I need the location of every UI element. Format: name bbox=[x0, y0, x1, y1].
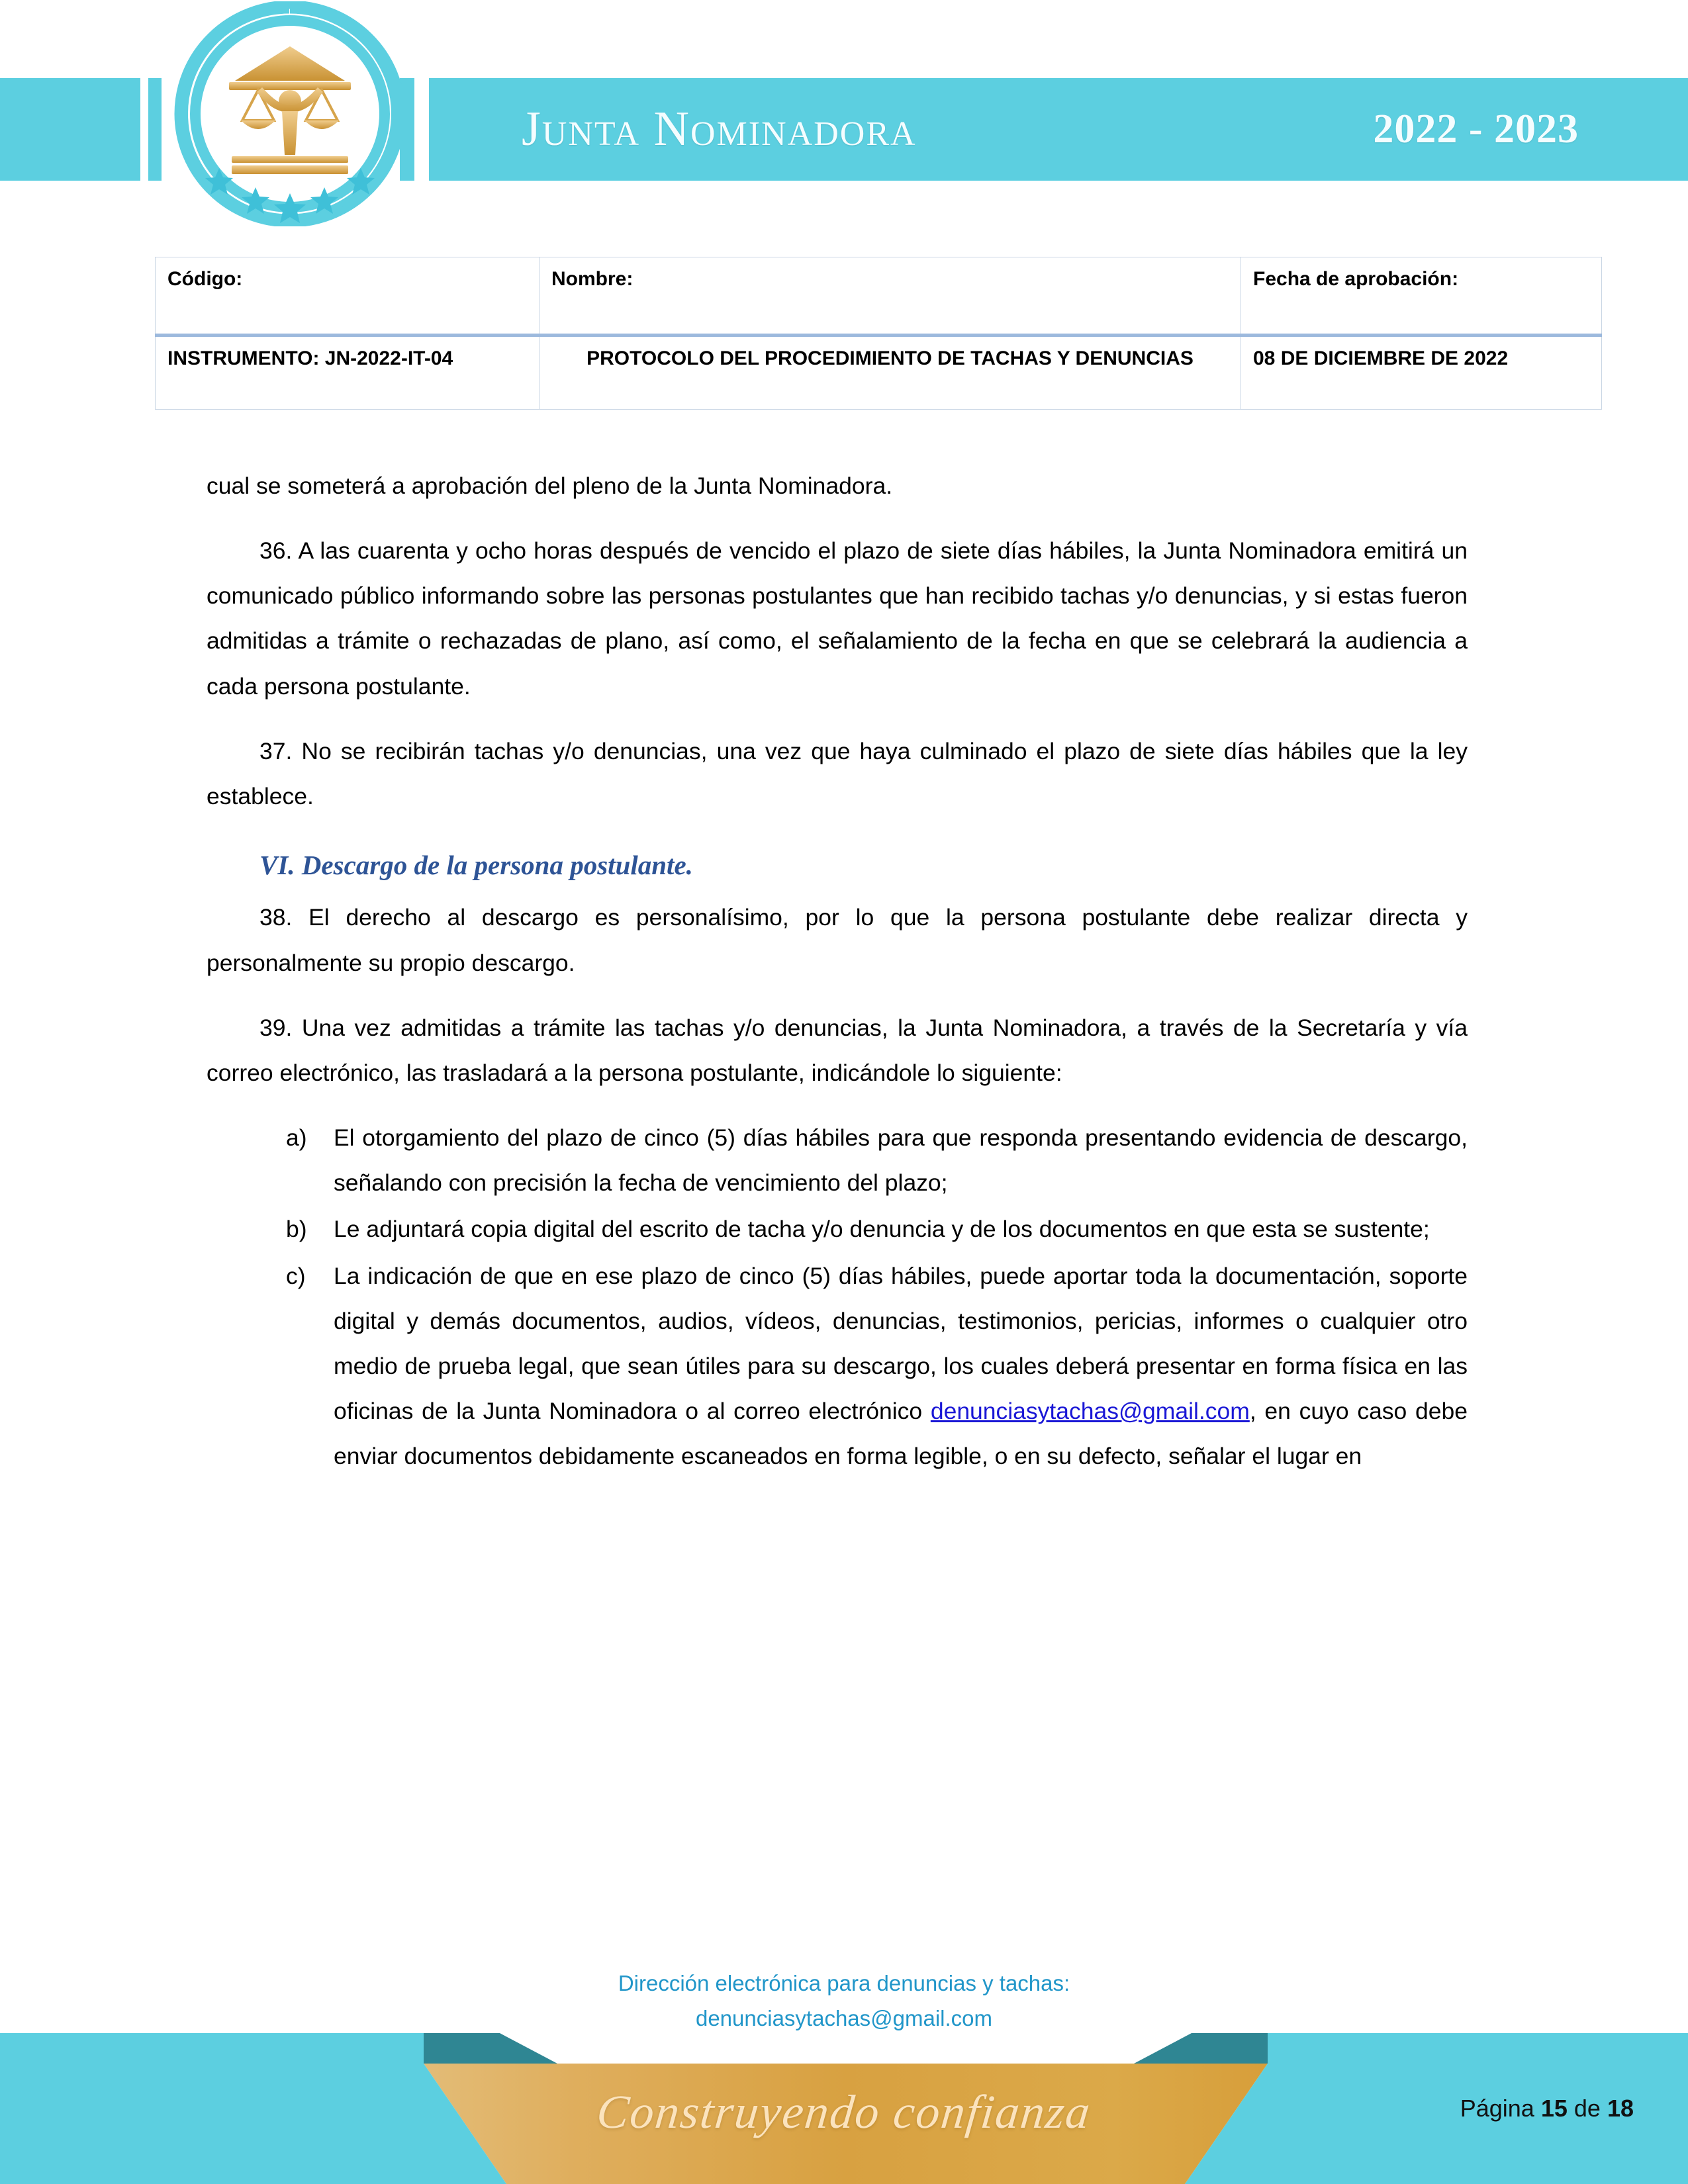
page-number bbox=[1460, 2095, 1634, 2122]
list-item-text: El otorgamiento del plazo de cinco (5) días hábiles para que responda presentando evidencia de descargo, señalando con precisión la fecha de vencimiento del plazo; bbox=[334, 1124, 1468, 1197]
email-link-denunciasytachas[interactable]: denunciasytachas@gmail.com bbox=[930, 1398, 1250, 1425]
footer-contact-email: denunciasytachas@gmail.com bbox=[695, 2006, 993, 2031]
list-item-text-after: , en cuyo caso debe enviar documentos debidamente escaneados en forma legible, o en su defecto, señalar el lugar en bbox=[334, 1398, 1468, 1470]
paragraph-carryover: cual se someterá a aprobación del pleno de la Junta Nominadora. bbox=[207, 473, 893, 499]
paragraph-38: 38. El derecho al descargo es personalísimo, por lo que la persona postulante debe realizar directa y personalmente su propio descargo. bbox=[207, 904, 1468, 976]
page-header bbox=[0, 0, 1688, 228]
section-heading-vi: VI. Descargo de la persona postulante. bbox=[259, 850, 693, 881]
banner-left-block bbox=[0, 78, 140, 181]
footer-contact-label: Dirección electrónica para denuncias y tachas: bbox=[618, 1971, 1070, 1995]
paragraph-36: 36. A las cuarenta y ocho horas después de vencido el plazo de siete días hábiles, la Junta Nominadora emitirá un comunicado público informando sobre las personas postulantes que han recibido tachas y/o denuncias, y si estas fueron admitidas a trámite o rechazadas de plano, así como, el señalamiento de la fecha en que se celebrará la audiencia a cada persona postulante. bbox=[207, 537, 1468, 700]
page-number-middle: de bbox=[1573, 2095, 1601, 2122]
list-item bbox=[286, 1115, 1468, 1205]
paragraph-37: 37. No se recibirán tachas y/o denuncias, una vez que haya culminado el plazo de siete días hábiles que la ley establece. bbox=[207, 737, 1468, 809]
page-footer bbox=[0, 1959, 1688, 2184]
table-row-values bbox=[156, 336, 1602, 410]
page-number-current: 15 bbox=[1540, 2095, 1568, 2122]
list-item-text-before: La indicación de que en ese plazo de cinco (5) días hábiles, puede aportar toda la documentación, soporte digital y demás documentos, audios, vídeos, denuncias, testimonios, pericias, informes o cualquier otro medio de prueba legal, que sean útiles para su descargo, los cuales deberá presentar en forma física en las oficinas de la Junta Nominadora o al correo electrónico bbox=[334, 1262, 1468, 1425]
list-item bbox=[286, 1253, 1468, 1479]
value-cell-codigo: INSTRUMENTO: JN-2022-IT-04 bbox=[156, 336, 539, 410]
banner-main bbox=[429, 78, 1688, 181]
paragraph-39: 39. Una vez admitidas a trámite las tachas y/o denuncias, la Junta Nominadora, a través de la Secretaría y vía correo electrónico, las trasladará a la persona postulante, indicándole lo siguiente: bbox=[207, 1014, 1468, 1086]
lettered-list bbox=[286, 1115, 1468, 1479]
document-info-table bbox=[155, 257, 1602, 410]
page-number-total: 18 bbox=[1607, 2095, 1634, 2122]
footer-slogan: Construyendo confianza bbox=[594, 2085, 1094, 2138]
period-years: 2022 - 2023 bbox=[1373, 107, 1579, 152]
list-marker: c) bbox=[286, 1262, 306, 1289]
page-number-prefix: Página bbox=[1460, 2095, 1534, 2122]
list-item-text: Le adjuntará copia digital del escrito de tacha y/o denuncia y de los documentos en que esta se sustente; bbox=[334, 1216, 1430, 1243]
value-cell-fecha: 08 DE DICIEMBRE DE 2022 bbox=[1241, 336, 1602, 410]
value-cell-nombre: PROTOCOLO DEL PROCEDIMIENTO DE TACHAS Y DENUNCIAS bbox=[539, 336, 1241, 410]
list-marker: a) bbox=[286, 1124, 307, 1152]
footer-contact-block bbox=[0, 1966, 1688, 2036]
header-cell-fecha: Fecha de aprobación: bbox=[1241, 257, 1602, 336]
list-item bbox=[286, 1206, 1468, 1251]
table-row-headers bbox=[156, 257, 1602, 336]
junta-nominadora-logo-icon bbox=[158, 1, 422, 226]
header-cell-nombre: Nombre: bbox=[539, 257, 1241, 336]
header-cell-codigo: Código: bbox=[156, 257, 539, 336]
document-body bbox=[207, 463, 1468, 1480]
organization-title: Junta Nominadora bbox=[522, 102, 917, 156]
list-marker: b) bbox=[286, 1216, 307, 1243]
